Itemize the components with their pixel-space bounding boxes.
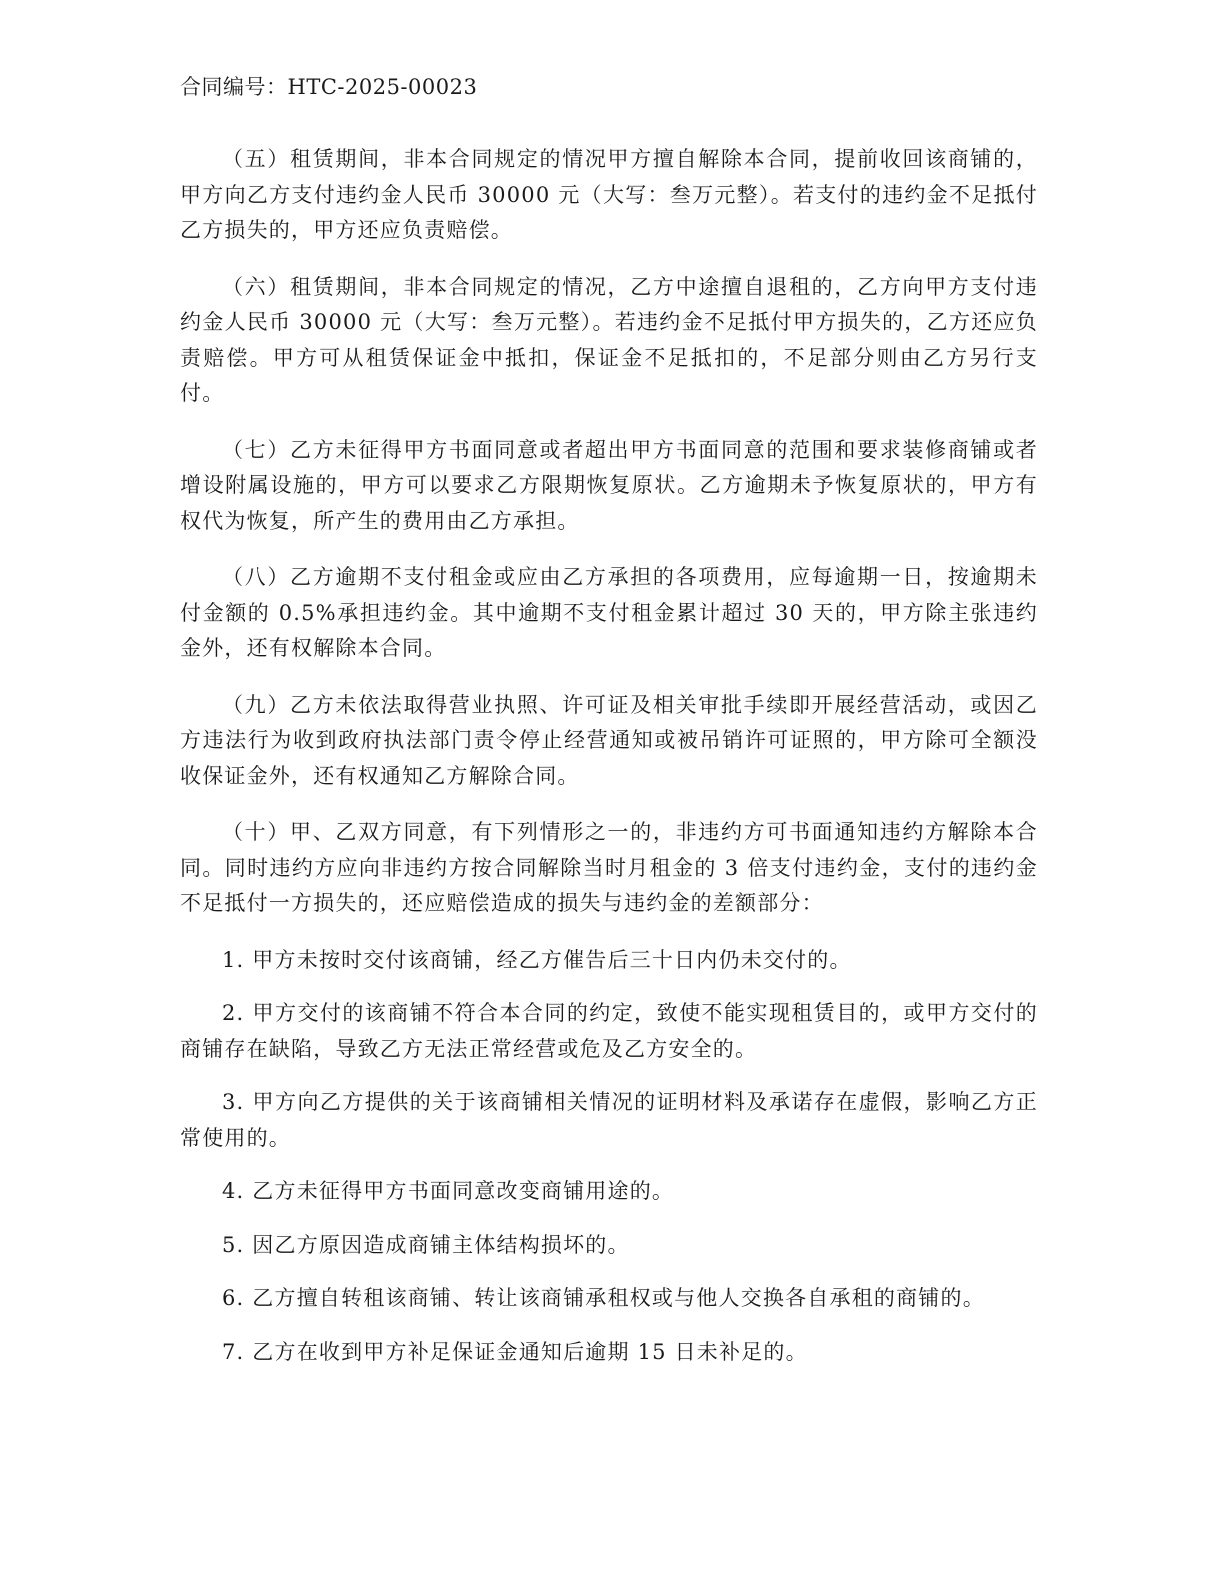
list-item-1: 1. 甲方未按时交付该商铺，经乙方催告后三十日内仍未交付的。 bbox=[222, 947, 852, 972]
list-item-5: 5. 因乙方原因造成商铺主体结构损坏的。 bbox=[222, 1232, 630, 1257]
clause-9: （九）乙方未依法取得营业执照、许可证及相关审批手续即开展经营活动，或因乙方违法行为收到政府执法部门责令停止经营通知或被吊销许可证照的，甲方除可全额没收保证金外，还有权通知乙方解除合同。 bbox=[180, 692, 1038, 788]
list-item-4: 4. 乙方未征得甲方书面同意改变商铺用途的。 bbox=[222, 1179, 675, 1203]
clause-5: （五）租赁期间，非本合同规定的情况甲方擅自解除本合同，提前收回该商铺的，甲方向乙方支付违约金人民币 30000 元（大写：叁万元整）。若支付的违约金不足抵付乙方损失的，甲方还应负责赔偿。 bbox=[180, 147, 1038, 242]
list-item-2: 2. 甲方交付的该商铺不符合本合同的约定，致使不能实现租赁目的，或甲方交付的商铺存在缺陷，导致乙方无法正常经营或危及乙方安全的。 bbox=[180, 1001, 1038, 1061]
clause-6: （六）租赁期间，非本合同规定的情况，乙方中途擅自退租的，乙方向甲方支付违约金人民币 30000 元（大写：叁万元整）。若违约金不足抵付甲方损失的，乙方还应负责赔偿。甲方可从租赁保证金中抵扣，保证金不足抵扣的，不足部分则由乙方另行支付。 bbox=[180, 274, 1038, 405]
contract-number: 合同编号：HTC-2025-00023 bbox=[180, 75, 478, 99]
clause-7: （七）乙方未征得甲方书面同意或者超出甲方书面同意的范围和要求装修商铺或者增设附属设施的，甲方可以要求乙方限期恢复原状。乙方逾期未予恢复原状的，甲方有权代为恢复，所产生的费用由乙方承担。 bbox=[180, 437, 1038, 533]
document-body bbox=[180, 142, 1038, 1388]
clause-10: （十）甲、乙双方同意，有下列情形之一的，非违约方可书面通知违约方解除本合同。同时违约方应向非违约方按合同解除当时月租金的 3 倍支付违约金，支付的违约金不足抵付一方损失的，还应赔偿造成的损失与违约金的差额部分： bbox=[180, 820, 1038, 915]
list-item-3: 3. 甲方向乙方提供的关于该商铺相关情况的证明材料及承诺存在虚假，影响乙方正常使用的。 bbox=[180, 1090, 1038, 1150]
clause-8: （八）乙方逾期不支付租金或应由乙方承担的各项费用，应每逾期一日，按逾期未付金额的 0.5%承担违约金。其中逾期不支付租金累计超过 30 天的，甲方除主张违约金外，还有权解除本合同。 bbox=[180, 565, 1038, 660]
list-item-7: 7. 乙方在收到甲方补足保证金通知后逾期 15 日未补足的。 bbox=[222, 1339, 808, 1364]
list-item-6: 6. 乙方擅自转租该商铺、转让该商铺承租权或与他人交换各自承租的商铺的。 bbox=[222, 1286, 985, 1310]
